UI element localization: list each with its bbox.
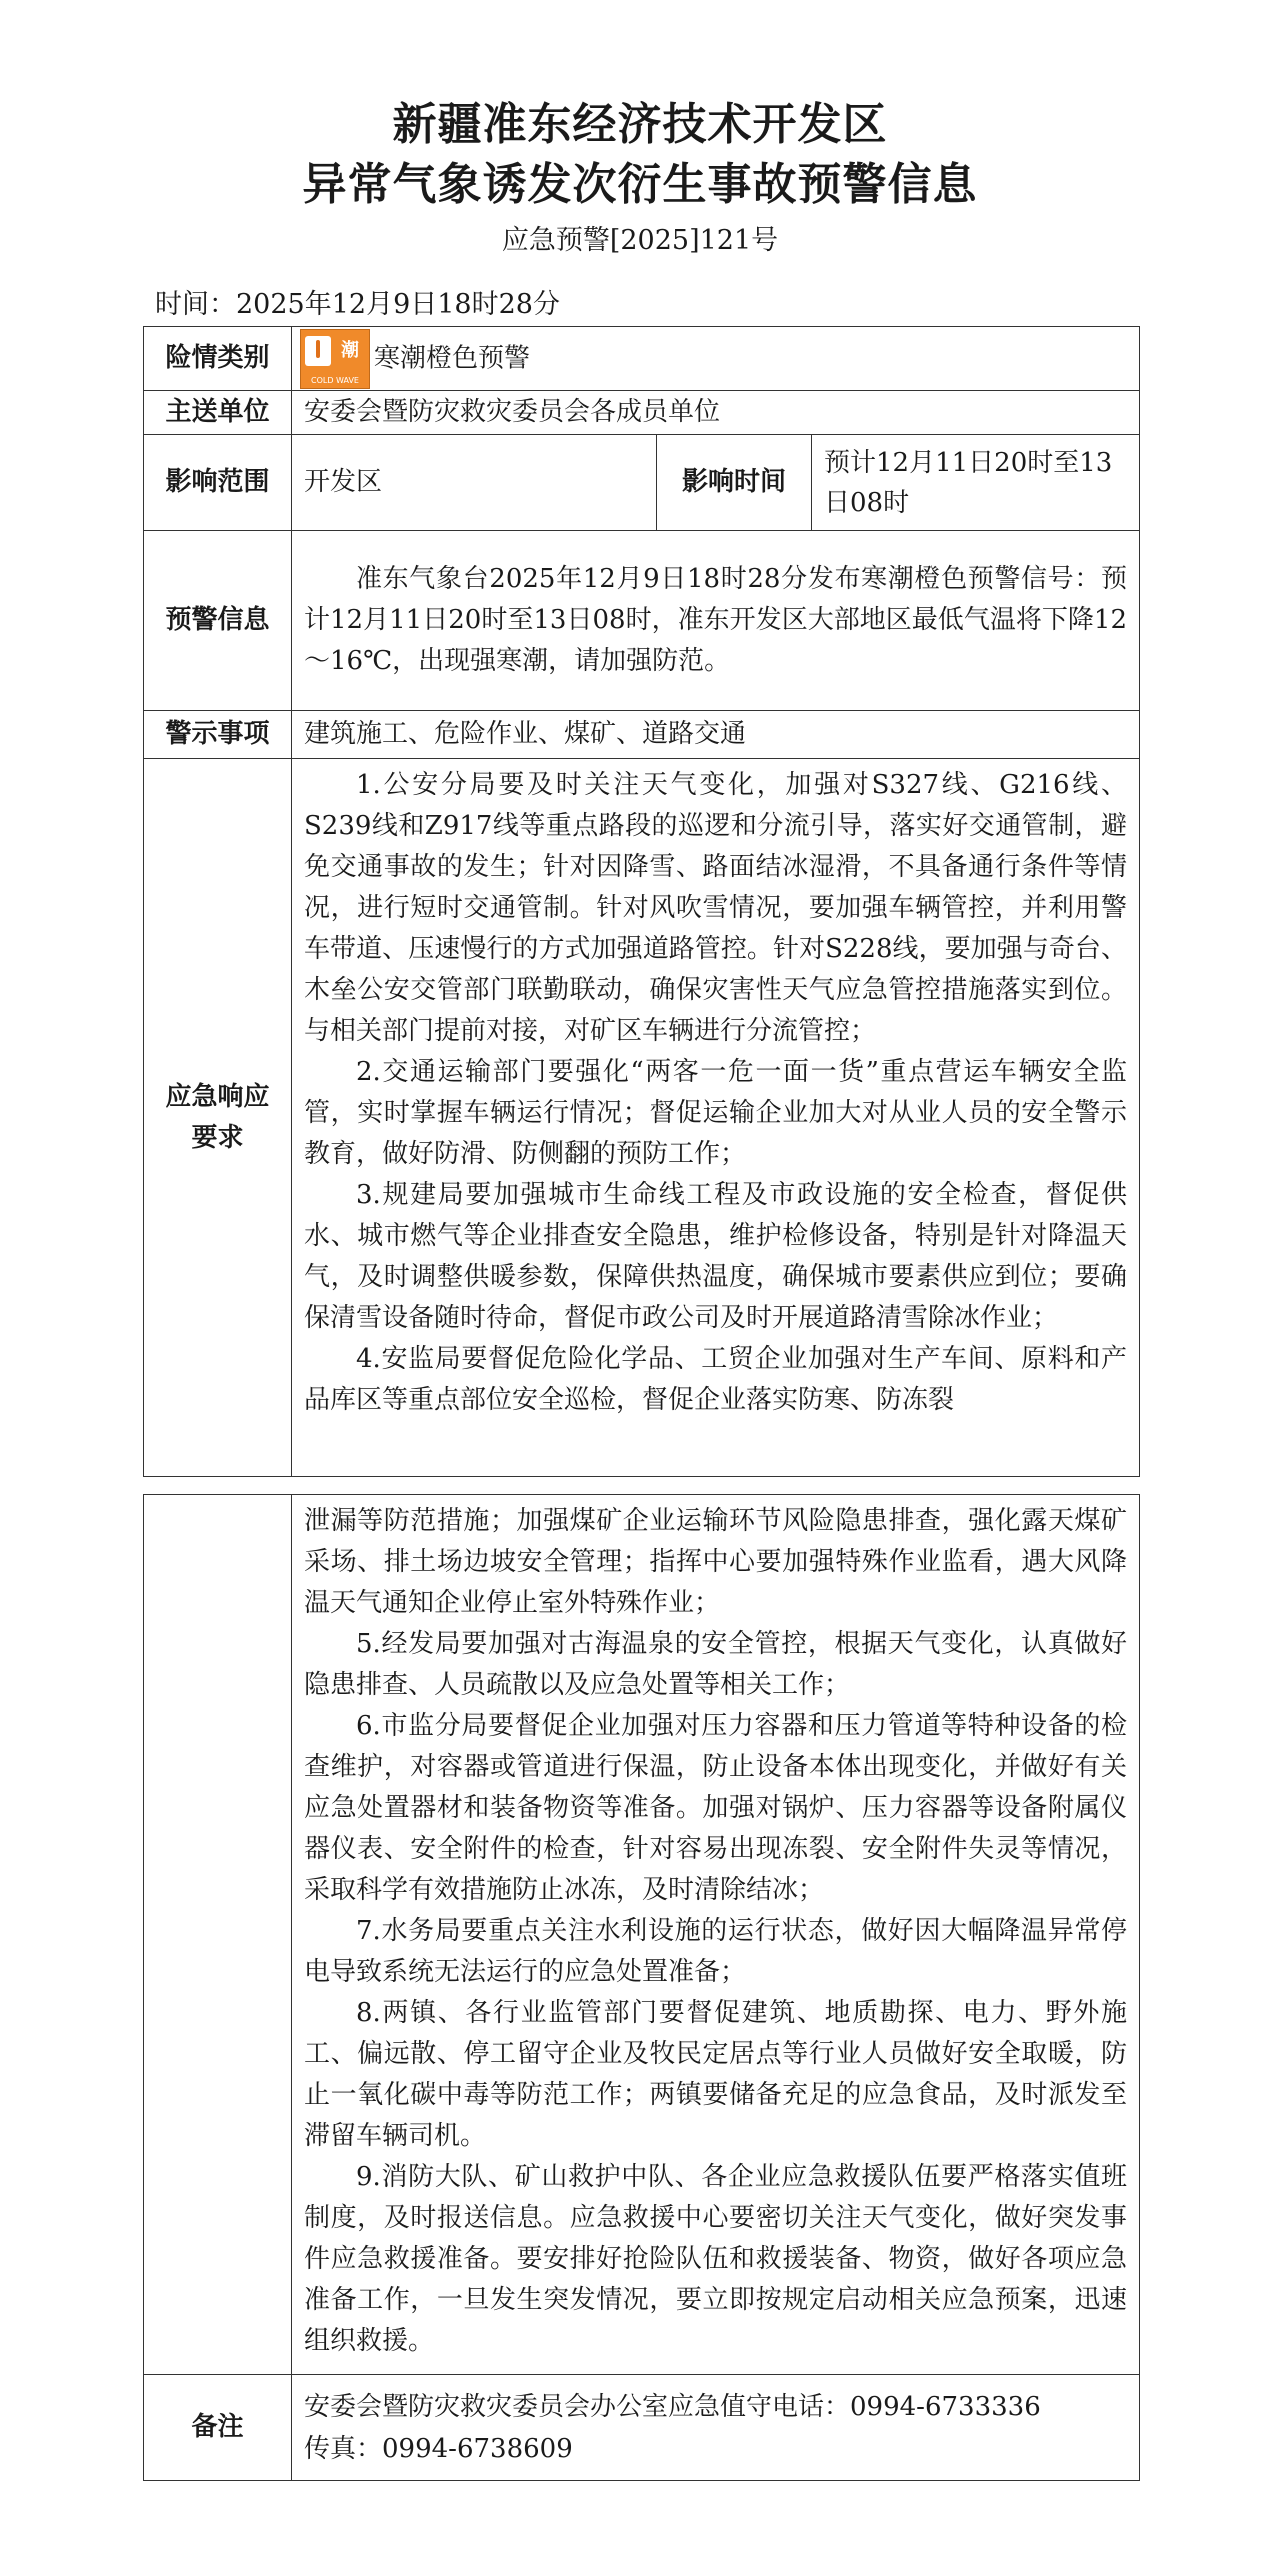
warning-label: 预警信息 <box>144 531 292 711</box>
response-label-line1: 应急响应 <box>165 1081 270 1112</box>
badge-en: COLD WAVE <box>310 375 359 385</box>
response-item-6: 6.市监分局要督促企业加强对压力容器和压力管道等特种设备的检查维护，对容器或管道进行保温，防止设备本体出现变化，并做好有关应急处置器材和装备物资等准备。加强对锅炉、压力容器等设备附属仪器仪表、安全附件的检查，针对容易出现冻裂、安全附件失灵等情况，采取科学有效措施防止冰冻，及时清除结冰； <box>304 1711 1127 1905</box>
document-title-line1: 新疆准东经济技术开发区 <box>392 99 888 150</box>
category-label: 险情类别 <box>144 327 292 391</box>
warning-value: 准东气象台2025年12月9日18时28分发布寒潮橙色预警信号：预计12月11日20时至13日08时，准东开发区大部地区最低气温将下降12～16℃，出现强寒潮，请加强防范。 <box>304 564 1127 676</box>
row-warning <box>144 531 1140 711</box>
row-response <box>144 759 1140 1477</box>
response-item-2: 2.交通运输部门要强化“两客一危一面一货”重点营运车辆安全监管，实时掌握车辆运行情况；督促运输企业加大对从业人员的安全警示教育，做好防滑、防侧翻的预防工作； <box>304 1057 1127 1169</box>
row-caution <box>144 711 1140 759</box>
notes-label: 备注 <box>144 2375 292 2481</box>
recipient-label: 主送单位 <box>144 391 292 435</box>
notes-fax: 传真：0994-6738609 <box>304 2433 573 2464</box>
scope-value: 开发区 <box>292 435 657 531</box>
notes-phone: 安委会暨防灾救灾委员会办公室应急值守电话：0994-6733336 <box>304 2391 1041 2422</box>
row-recipient <box>144 391 1140 435</box>
document-number: 应急预警[2025]121号 <box>501 225 779 256</box>
response-item-8: 8.两镇、各行业监管部门要督促建筑、地质勘探、电力、野外施工、偏远散、停工留守企业及牧民定居点等行业人员做好安全取暖，防止一氧化碳中毒等防范工作；两镇要储备充足的应急食品，及时派发至滞留车辆司机。 <box>304 1998 1127 2151</box>
response-item-1: 1.公安分局要及时关注天气变化，加强对S327线、G216线、S239线和Z917线等重点路段的巡逻和分流引导，落实好交通管制，避免交通事故的发生；针对因降雪、路面结冰湿滑，不具备通行条件等情况，进行短时交通管制。针对风吹雪情况，要加强车辆管控，并利用警车带道、压速慢行的方式加强道路管控。针对S228线，要加强与奇台、木垒公安交管部门联勤联动，确保灾害性天气应急管控措施落实到位。与相关部门提前对接，对矿区车辆进行分流管控； <box>304 770 1127 1046</box>
category-cell <box>292 327 1140 391</box>
recipient-value: 安委会暨防灾救灾委员会各成员单位 <box>292 391 1140 435</box>
response-content-page1 <box>292 759 1140 1477</box>
warning-table-continued <box>143 1494 1140 2481</box>
notes-cell <box>292 2375 1140 2481</box>
document-title-line2: 异常气象诱发次衍生事故预警信息 <box>302 159 978 210</box>
warning-cell <box>292 531 1140 711</box>
response-item-4-continued: 泄漏等防范措施；加强煤矿企业运输环节风险隐患排查，强化露天煤矿采场、排土场边坡安全管理；指挥中心要加强特殊作业监看，遇大风降温天气通知企业停止室外特殊作业； <box>304 1506 1127 1618</box>
response-item-4: 4.安监局要督促危险化学品、工贸企业加强对生产车间、原料和产品库区等重点部位安全巡检，督促企业落实防寒、防冻裂 <box>304 1344 1127 1415</box>
caution-value: 建筑施工、危险作业、煤矿、道路交通 <box>292 711 1140 759</box>
warning-table <box>143 326 1140 1477</box>
response-content-page2 <box>292 1495 1140 2375</box>
response-label-empty <box>144 1495 292 2375</box>
impact-time-value: 预计12月11日20时至13日08时 <box>812 435 1140 531</box>
scope-label: 影响范围 <box>144 435 292 531</box>
caution-label: 警示事项 <box>144 711 292 759</box>
response-label <box>144 759 292 1477</box>
cold-wave-orange-badge-icon <box>300 329 370 389</box>
row-category <box>144 327 1140 391</box>
issue-time: 时间：2025年12月9日18时28分 <box>155 289 560 320</box>
response-label-line2: 要求 <box>191 1122 244 1153</box>
category-value: 寒潮橙色预警 <box>374 343 531 373</box>
response-item-3: 3.规建局要加强城市生命线工程及市政设施的安全检查，督促供水、城市燃气等企业排查安全隐患，维护检修设备，特别是针对降温天气，及时调整供暖参数，保障供热温度，确保城市要素供应到位；要确保清雪设备随时待命，督促市政公司及时开展道路清雪除冰作业； <box>304 1180 1127 1333</box>
response-item-7: 7.水务局要重点关注水利设施的运行状态，做好因大幅降温异常停电导致系统无法运行的应急处置准备； <box>304 1916 1127 1987</box>
response-item-5: 5.经发局要加强对古海温泉的安全管控，根据天气变化，认真做好隐患排查、人员疏散以及应急处置等相关工作； <box>304 1629 1127 1700</box>
row-notes <box>144 2375 1140 2481</box>
impact-time-label: 影响时间 <box>657 435 812 531</box>
row-response-continued <box>144 1495 1140 2375</box>
row-scope <box>144 435 1140 531</box>
response-item-9: 9.消防大队、矿山救护中队、各企业应急救援队伍要严格落实值班制度，及时报送信息。应急救援中心要密切关注天气变化，做好突发事件应急救援准备。要安排好抢险队伍和救援装备、物资，做好各项应急准备工作，一旦发生突发情况，要立即按规定启动相关应急预案，迅速组织救援。 <box>304 2162 1127 2356</box>
thermometer-icon <box>305 336 331 366</box>
badge-char: 潮 <box>341 339 359 361</box>
